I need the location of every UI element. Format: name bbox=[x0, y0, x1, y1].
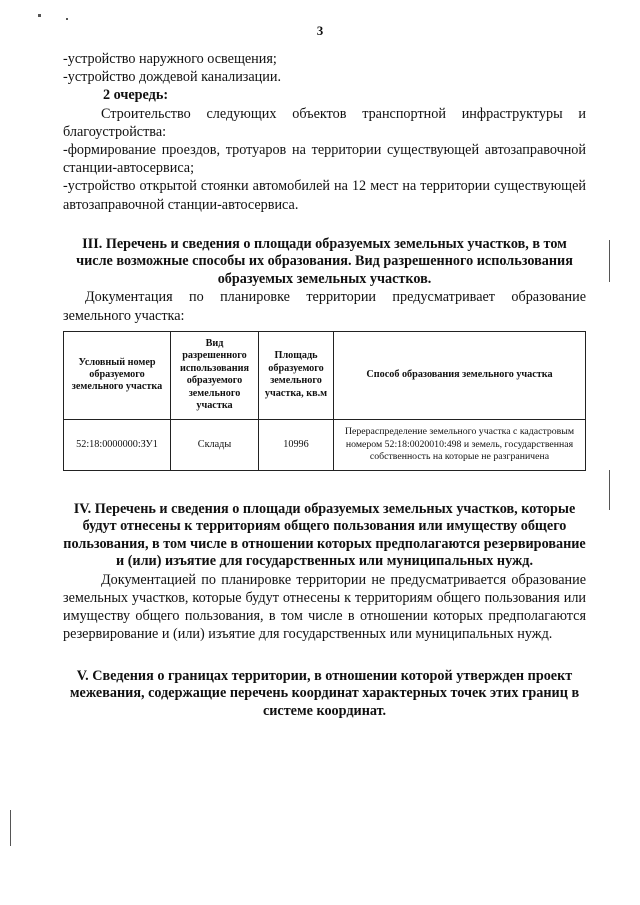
queue-title: 2 очередь: bbox=[103, 87, 169, 104]
col-header-formation-method: Способ образования земельного участка bbox=[334, 331, 586, 419]
cell-permitted-use: Склады bbox=[171, 419, 259, 470]
col-header-area: Площадь образуемого земельного участка, кв.м bbox=[259, 331, 334, 419]
section-5-title: V. Сведения о границах территории, в отношении которой утвержден проект межевания, содержащие перечень координат характерных точек этих границ в системе координат. bbox=[69, 667, 580, 719]
page-number: 3 bbox=[316, 23, 324, 38]
scan-speck bbox=[66, 18, 68, 20]
document-body bbox=[63, 50, 586, 720]
col-header-plot-number: Условный номер образуемого земельного участка bbox=[64, 331, 171, 419]
section-4-text: Документацией по планировке территории не предусматривается образование земельных участков, которые будут отнесены к территориям общего пользования или имуществу общего пользования, в том числе в отношении которых предполагаются резервирование и (или) изъятие для государственных или муниципальных нужд. bbox=[63, 571, 586, 643]
queue-intro: Строительство следующих объектов транспортной инфраструктуры и благоустройства: bbox=[63, 105, 586, 140]
list-line-drainage: -устройство дождевой канализации. bbox=[63, 69, 282, 86]
scan-edge-mark bbox=[609, 240, 610, 282]
scan-edge-mark bbox=[609, 470, 610, 510]
section-3-text: Документация по планировке территории предусматривает образование земельного участка: bbox=[63, 289, 586, 324]
queue-item-parking: -устройство открытой стоянки автомобилей на 12 мест на территории существующей автозаправочной станции-автосервиса. bbox=[63, 178, 586, 213]
col-header-permitted-use: Вид разрешенного использования образуемого земельного участка bbox=[171, 331, 259, 419]
table-row bbox=[64, 419, 586, 470]
section-3-title: III. Перечень и сведения о площади образуемых земельных участков, в том числе возможные способы их образования. Вид разрешенного использования образуемых земельных участков. bbox=[76, 235, 573, 287]
list-line-lighting: -устройство наружного освещения; bbox=[63, 51, 277, 67]
cell-plot-number: 52:18:0000000:ЗУ1 bbox=[64, 419, 171, 470]
cell-area: 10996 bbox=[259, 419, 334, 470]
queue-item-driveways: -формирование проездов, тротуаров на территории существующей автозаправочной станции-автосервиса; bbox=[63, 142, 586, 177]
cell-formation-method: Перераспределение земельного участка с кадастровым номером 52:18:0020010:498 и земель, государственная собственность на которые не разграничена bbox=[334, 419, 586, 470]
table-header-row bbox=[64, 331, 586, 419]
land-plot-table bbox=[63, 331, 586, 471]
scan-speck bbox=[38, 14, 41, 17]
section-4-title: IV. Перечень и сведения о площади образуемых земельных участков, которые будут отнесены к территориям общего пользования или имуществу общего пользования, в том числе в отношении которых предполагаются резервирование и (или) изъятие для государственных или муниципальных нужд. bbox=[63, 500, 586, 570]
scan-edge-mark bbox=[10, 810, 11, 846]
